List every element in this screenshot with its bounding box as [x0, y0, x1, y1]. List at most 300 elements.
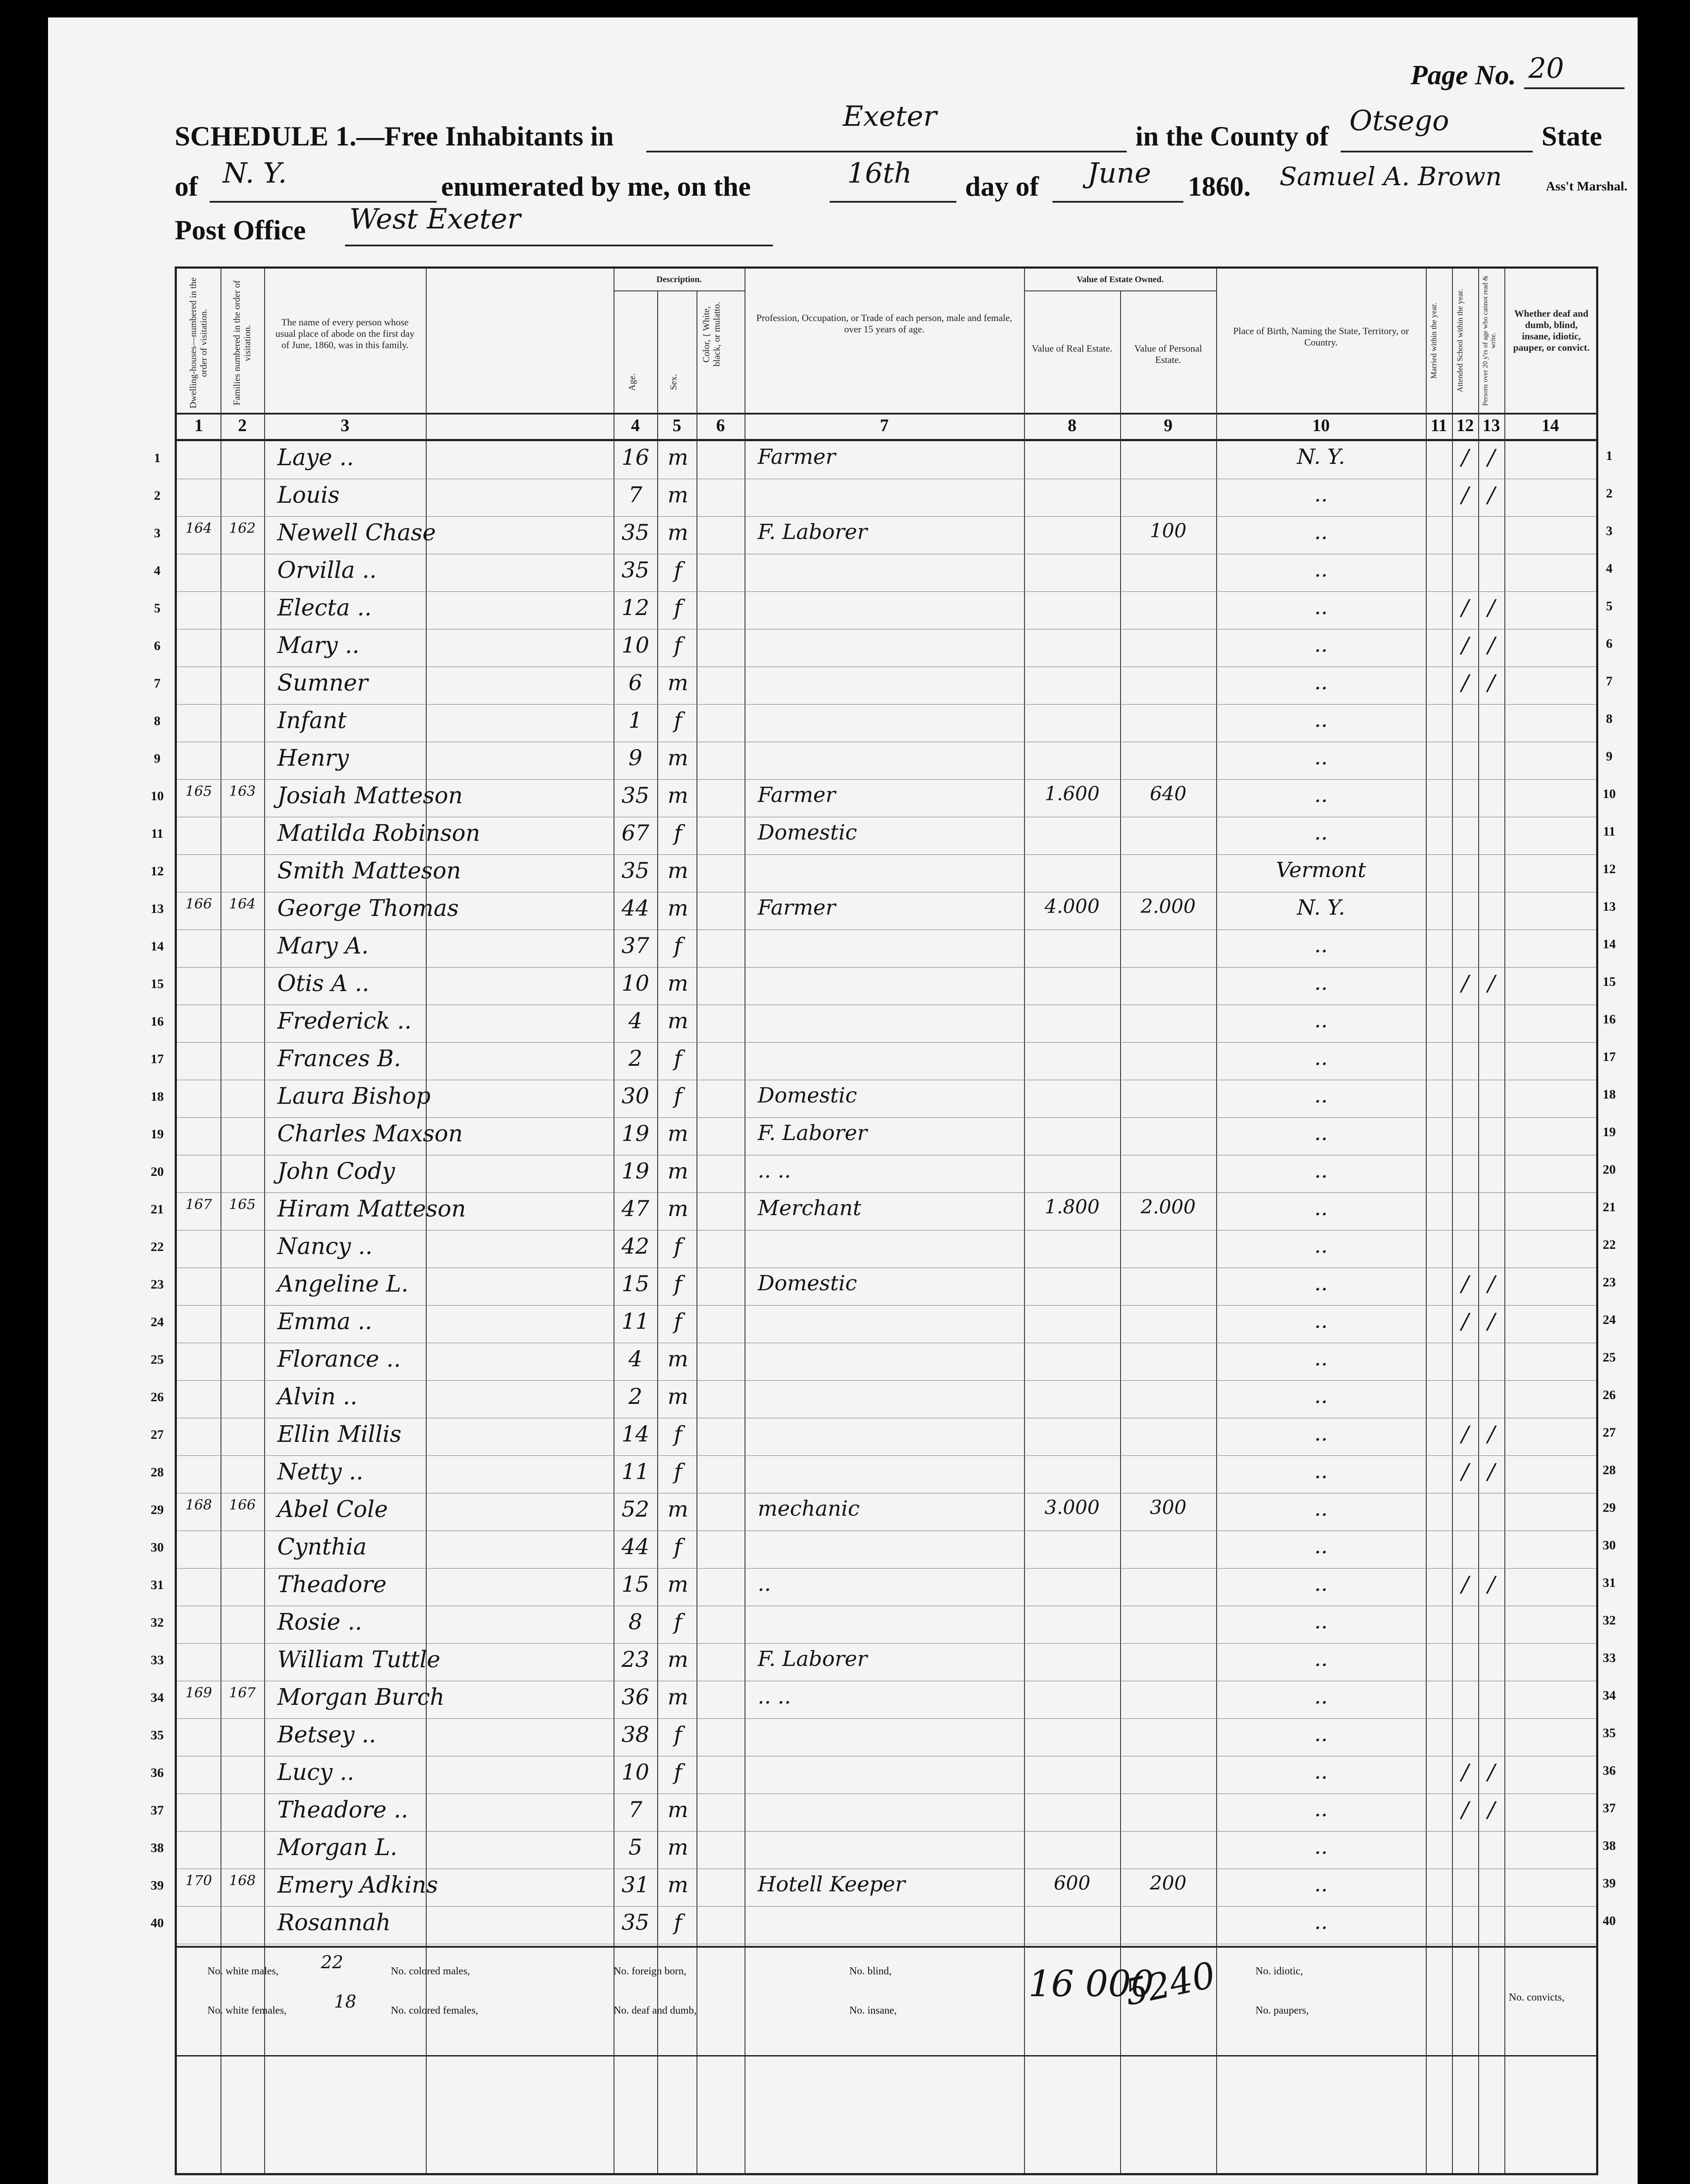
row-number-left: 20: [151, 1165, 164, 1179]
cell-fam: 164: [229, 895, 256, 912]
cell-name: Nancy ..: [277, 1234, 373, 1260]
cell-sex: f: [674, 1759, 682, 1785]
row-number-right: 4: [1606, 561, 1613, 576]
cell-age: 37: [621, 933, 649, 958]
cell-birth: Vermont: [1276, 858, 1366, 882]
cell-sex: f: [674, 1271, 682, 1296]
cell-pers: 200: [1150, 1872, 1186, 1894]
row-number-right: 10: [1603, 787, 1616, 801]
cell-birth: ..: [1314, 1835, 1328, 1859]
insane-label: No. insane,: [849, 2005, 897, 2016]
colnum-10: 10: [1312, 415, 1330, 435]
cell-age: 7: [628, 482, 642, 508]
cell-birth: ..: [1314, 595, 1328, 619]
cell-age: 30: [621, 1083, 649, 1109]
cell-fam: 162: [229, 520, 256, 536]
colnum-1: 1: [194, 415, 203, 435]
page-label: Page No.: [1411, 59, 1516, 90]
row-number-right: 9: [1606, 749, 1613, 764]
row-rule: [177, 1192, 1596, 1193]
cell-birth: N. Y.: [1297, 445, 1345, 469]
cell-sex: m: [667, 670, 689, 695]
cell-pers: 100: [1150, 520, 1186, 542]
state-label: State: [1542, 121, 1602, 152]
cell-occ: F. Laborer: [758, 520, 867, 544]
cell-age: 67: [621, 820, 649, 846]
cell-birth: ..: [1314, 557, 1328, 582]
row-number-left: 34: [151, 1690, 164, 1705]
row-rule: [177, 1305, 1596, 1306]
row-number-left: 5: [154, 601, 161, 615]
cell-age: 35: [621, 1910, 649, 1935]
colnum-6: 6: [716, 415, 725, 435]
row-rule: [177, 1831, 1596, 1832]
cell-name: John Cody: [277, 1158, 395, 1185]
row-number-left: 39: [151, 1878, 164, 1893]
cell-sex: m: [667, 1121, 689, 1146]
row-number-right: 14: [1603, 937, 1616, 951]
county-value: Otsego: [1349, 105, 1449, 137]
row-rule: [177, 854, 1596, 855]
cell-birth: ..: [1314, 1196, 1328, 1220]
cell-name: Lucy ..: [277, 1759, 355, 1786]
cell-fam: 165: [229, 1196, 256, 1213]
town-value: Exeter: [843, 100, 937, 133]
cell-c13: /: [1487, 1572, 1495, 1597]
colnum-12: 12: [1456, 415, 1474, 435]
row-rule: [177, 1042, 1596, 1043]
row-rule: [177, 516, 1596, 517]
cell-school: /: [1461, 971, 1469, 996]
cell-name: Josiah Matteson: [277, 783, 463, 809]
cell-age: 12: [621, 595, 649, 620]
cell-sex: m: [667, 520, 689, 545]
cell-sex: m: [667, 1872, 689, 1897]
cell-dw: 169: [185, 1684, 212, 1701]
cell-age: 47: [621, 1196, 649, 1221]
cell-sex: f: [674, 1609, 682, 1635]
cell-name: Mary A.: [277, 933, 369, 959]
cell-pers: 2.000: [1141, 1196, 1196, 1218]
cell-real: 1.800: [1045, 1196, 1100, 1218]
cell-name: Otis A ..: [277, 971, 369, 997]
cell-occ: .. ..: [758, 1684, 791, 1709]
header-occupation: Profession, Occupation, or Trade of each person, male and female, over 15 years of age.: [756, 312, 1012, 335]
cell-name: Morgan Burch: [277, 1684, 445, 1711]
row-number-left: 2: [154, 488, 161, 503]
cell-age: 16: [621, 445, 649, 470]
cell-sex: m: [667, 1647, 689, 1672]
colnum-3: 3: [341, 415, 349, 435]
cell-age: 35: [621, 783, 649, 808]
header-family: Families numbered in the order of visitation.: [231, 280, 252, 406]
cell-age: 10: [621, 632, 649, 658]
cell-sex: f: [674, 1083, 682, 1109]
of-label: of: [175, 171, 198, 202]
white-males-value: 22: [321, 1952, 343, 1973]
colored-males-label: No. colored males,: [391, 1966, 470, 1977]
cell-real: 1.600: [1045, 783, 1100, 805]
cell-name: Laye ..: [277, 445, 354, 471]
cell-age: 44: [621, 895, 649, 921]
row-number-right: 7: [1606, 674, 1613, 688]
row-number-left: 21: [151, 1202, 164, 1216]
cell-age: 11: [621, 1459, 649, 1484]
row-number-right: 15: [1603, 975, 1616, 989]
cell-age: 2: [628, 1046, 642, 1071]
cell-age: 44: [621, 1534, 649, 1559]
cell-name: Angeline L.: [277, 1271, 409, 1297]
row-number-right: 3: [1606, 524, 1613, 538]
census-rows: [151, 441, 1596, 1944]
cell-name: Mary ..: [277, 632, 360, 659]
row-rule: [177, 967, 1596, 968]
real-estate-total: 16 000: [1028, 1963, 1154, 2005]
census-sheet: [48, 17, 1638, 2184]
row-number-left: 15: [151, 977, 164, 991]
row-number-right: 25: [1603, 1350, 1616, 1365]
cell-c13: /: [1487, 445, 1495, 470]
cell-age: 36: [621, 1684, 649, 1710]
deaf-dumb-label: No. deaf and dumb,: [614, 2005, 697, 2016]
cell-age: 8: [628, 1609, 642, 1635]
cell-fam: 166: [229, 1496, 256, 1513]
row-number-right: 17: [1603, 1050, 1616, 1064]
cell-age: 38: [621, 1722, 649, 1747]
header-illiterate: Persons over 20 y'rs of age who cannot read & write.: [1482, 275, 1497, 406]
cell-birth: ..: [1314, 1797, 1328, 1821]
header-age: Age.: [627, 373, 637, 391]
row-number-right: 22: [1603, 1237, 1616, 1252]
cell-occ: ..: [758, 1572, 771, 1596]
row-number-right: 27: [1603, 1425, 1616, 1440]
row-number-left: 11: [151, 826, 164, 841]
cell-dw: 170: [185, 1872, 212, 1889]
cell-birth: ..: [1314, 1046, 1328, 1070]
header-color: Color, { White, black, or mulatto.: [701, 301, 722, 367]
row-number-left: 32: [151, 1615, 164, 1630]
cell-sex: m: [667, 783, 689, 808]
cell-sex: f: [674, 820, 682, 846]
row-rule: [177, 1906, 1596, 1907]
cell-sex: f: [674, 933, 682, 958]
cell-sex: m: [667, 745, 689, 771]
white-females-label: No. white females,: [207, 2005, 287, 2016]
cell-school: /: [1461, 1797, 1469, 1822]
cell-real: 600: [1054, 1872, 1090, 1894]
cell-school: /: [1461, 1421, 1469, 1447]
cell-name: Frederick ..: [277, 1008, 412, 1034]
cell-age: 4: [628, 1008, 642, 1033]
cell-pers: 300: [1150, 1496, 1186, 1519]
row-number-left: 16: [151, 1014, 164, 1029]
cell-birth: ..: [1314, 1872, 1328, 1897]
census-table: [151, 266, 1598, 2175]
header-condition: Whether deaf and dumb, blind, insane, idiotic, pauper, or convict.: [1513, 308, 1590, 353]
cell-name: Henry: [277, 745, 349, 771]
row-number-right: 1: [1606, 449, 1613, 463]
row-number-left: 6: [154, 639, 161, 653]
cell-c13: /: [1487, 632, 1495, 658]
cell-sex: f: [674, 632, 682, 658]
cell-birth: ..: [1314, 1421, 1328, 1446]
row-number-left: 24: [151, 1315, 164, 1329]
row-number-left: 40: [151, 1916, 164, 1930]
header-birthplace: Place of Birth, Naming the State, Territory, or Country.: [1233, 325, 1409, 348]
row-rule: [177, 1455, 1596, 1456]
cell-name: Charles Maxson: [277, 1121, 463, 1147]
row-number-left: 27: [151, 1427, 164, 1442]
cell-age: 1: [628, 708, 642, 733]
state-value: N. Y.: [223, 157, 287, 190]
cell-name: Electa ..: [277, 595, 372, 621]
cell-birth: ..: [1314, 1384, 1328, 1408]
colnum-11: 11: [1431, 415, 1447, 435]
cell-age: 52: [621, 1496, 649, 1522]
cell-sex: f: [674, 557, 682, 583]
post-office-label: Post Office: [175, 214, 306, 245]
cell-name: Betsey ..: [277, 1722, 376, 1748]
cell-sex: m: [667, 1384, 689, 1409]
cell-name: Rosie ..: [277, 1609, 362, 1635]
cell-birth: ..: [1314, 1158, 1328, 1183]
cell-c13: /: [1487, 971, 1495, 996]
row-number-right: 2: [1606, 486, 1613, 501]
row-number-left: 35: [151, 1728, 164, 1742]
cell-age: 6: [628, 670, 642, 695]
cell-sex: f: [674, 1234, 682, 1259]
cell-name: Smith Matteson: [277, 858, 461, 884]
cell-school: /: [1461, 1459, 1469, 1484]
row-number-left: 18: [151, 1089, 164, 1104]
row-number-left: 30: [151, 1540, 164, 1555]
day-of-label: day of: [965, 171, 1039, 202]
cell-name: George Thomas: [277, 895, 459, 922]
cell-name: Rosannah: [277, 1910, 391, 1936]
blind-label: No. blind,: [849, 1966, 892, 1977]
cell-age: 10: [621, 1759, 649, 1785]
cell-name: Sumner: [277, 670, 368, 696]
cell-sex: m: [667, 895, 689, 921]
row-number-right: 16: [1603, 1012, 1616, 1026]
cell-school: /: [1461, 1572, 1469, 1597]
cell-birth: ..: [1314, 1759, 1328, 1784]
cell-name: Alvin ..: [277, 1384, 358, 1410]
cell-sex: f: [674, 1421, 682, 1447]
row-number-right: 23: [1603, 1275, 1616, 1289]
cell-dw: 164: [185, 520, 212, 536]
cell-school: /: [1461, 1759, 1469, 1785]
colnum-7: 7: [880, 415, 889, 435]
row-number-right: 8: [1606, 712, 1613, 726]
cell-occ: Domestic: [758, 1271, 857, 1296]
cell-school: /: [1461, 632, 1469, 658]
cell-pers: 2.000: [1141, 895, 1196, 918]
row-rule: [177, 1380, 1596, 1381]
row-number-right: 33: [1603, 1651, 1616, 1665]
row-number-left: 17: [151, 1052, 164, 1066]
day-value: 16th: [847, 157, 912, 190]
cell-age: 15: [621, 1271, 649, 1296]
row-number-right: 32: [1603, 1613, 1616, 1628]
cell-birth: ..: [1314, 1910, 1328, 1934]
row-number-right: 24: [1603, 1313, 1616, 1327]
cell-occ: Farmer: [758, 895, 836, 920]
cell-birth: ..: [1314, 1684, 1328, 1709]
row-number-right: 26: [1603, 1388, 1616, 1402]
row-number-right: 35: [1603, 1726, 1616, 1740]
cell-sex: m: [667, 1346, 689, 1372]
colnum-9: 9: [1164, 415, 1173, 435]
cell-sex: m: [667, 1196, 689, 1221]
cell-birth: ..: [1314, 1271, 1328, 1296]
cell-name: Emma ..: [277, 1309, 372, 1335]
colnum-14: 14: [1542, 415, 1559, 435]
cell-age: 35: [621, 858, 649, 883]
row-number-left: 4: [154, 563, 161, 578]
cell-birth: ..: [1314, 933, 1328, 957]
cell-name: Laura Bishop: [277, 1083, 431, 1109]
month-value: June: [1087, 157, 1151, 190]
cell-age: 35: [621, 557, 649, 583]
cell-sex: m: [667, 1835, 689, 1860]
cell-age: 2: [628, 1384, 642, 1409]
cell-name: Theadore: [277, 1572, 387, 1598]
cell-birth: ..: [1314, 1496, 1328, 1521]
row-number-left: 28: [151, 1465, 164, 1479]
cell-school: /: [1461, 1309, 1469, 1334]
year-label: 1860.: [1188, 171, 1251, 202]
cell-occ: mechanic: [758, 1496, 860, 1521]
cell-occ: Merchant: [758, 1196, 862, 1220]
cell-sex: f: [674, 1722, 682, 1747]
foreign-born-label: No. foreign born,: [614, 1966, 686, 1977]
cell-school: /: [1461, 670, 1469, 695]
cell-age: 14: [621, 1421, 649, 1447]
cell-c13: /: [1487, 482, 1495, 508]
row-number-left: 26: [151, 1390, 164, 1404]
row-number-left: 19: [151, 1127, 164, 1141]
cell-name: Emery Adkins: [277, 1872, 438, 1898]
cell-birth: ..: [1314, 632, 1328, 657]
cell-fam: 167: [229, 1684, 256, 1701]
cell-birth: ..: [1314, 783, 1328, 807]
cell-age: 10: [621, 971, 649, 996]
row-number-left: 7: [154, 676, 161, 691]
header-personal-estate: Value of Personal Estate.: [1134, 343, 1202, 365]
post-office-value: West Exeter: [349, 203, 521, 235]
colnum-8: 8: [1068, 415, 1076, 435]
cell-age: 23: [621, 1647, 649, 1672]
cell-real: 4.000: [1045, 895, 1100, 918]
row-number-left: 31: [151, 1578, 164, 1592]
cell-school: /: [1461, 445, 1469, 470]
cell-occ: Domestic: [758, 820, 857, 845]
header-school: Attended School within the year.: [1455, 289, 1464, 393]
cell-age: 9: [628, 745, 642, 771]
cell-age: 11: [621, 1309, 649, 1334]
cell-birth: N. Y.: [1297, 895, 1345, 920]
row-rule: [177, 779, 1596, 780]
row-number-left: 13: [151, 902, 164, 916]
row-number-right: 21: [1603, 1200, 1616, 1214]
white-females-value: 18: [334, 1992, 356, 2012]
row-number-left: 9: [154, 751, 161, 766]
schedule-label: SCHEDULE 1.—Free Inhabitants in: [175, 121, 614, 152]
cell-birth: ..: [1314, 1534, 1328, 1559]
row-number-left: 1: [154, 451, 161, 465]
row-number-left: 12: [151, 864, 164, 878]
cell-birth: ..: [1314, 1083, 1328, 1108]
cell-sex: m: [667, 445, 689, 470]
cell-age: 31: [621, 1872, 649, 1897]
cell-occ: .. ..: [758, 1158, 791, 1183]
cell-name: Louis: [277, 482, 340, 508]
header-married: Married within the year.: [1429, 303, 1438, 379]
cell-c13: /: [1487, 1797, 1495, 1822]
cell-birth: ..: [1314, 482, 1328, 507]
cell-birth: ..: [1314, 1722, 1328, 1746]
cell-occ: Farmer: [758, 445, 836, 469]
colnum-4: 4: [631, 415, 640, 435]
cell-sex: m: [667, 1572, 689, 1597]
header-dwelling: Dwelling-houses—numbered in the order of visitation.: [188, 277, 209, 408]
row-number-right: 18: [1603, 1087, 1616, 1102]
colored-females-label: No. colored females,: [391, 2005, 478, 2016]
row-number-left: 25: [151, 1352, 164, 1367]
row-number-left: 33: [151, 1653, 164, 1667]
cell-sex: m: [667, 1684, 689, 1710]
cell-fam: 168: [229, 1872, 256, 1889]
row-number-right: 28: [1603, 1463, 1616, 1477]
cell-occ: Hotell Keeper: [758, 1872, 905, 1897]
cell-real: 3.000: [1045, 1496, 1100, 1519]
row-number-right: 11: [1603, 824, 1616, 839]
cell-occ: Farmer: [758, 783, 836, 807]
cell-age: 19: [621, 1121, 649, 1146]
row-rule: [177, 1568, 1596, 1569]
right-row-numbers: [1596, 439, 1631, 1942]
cell-age: 19: [621, 1158, 649, 1184]
cell-sex: m: [667, 482, 689, 508]
cell-c13: /: [1487, 670, 1495, 695]
cell-school: /: [1461, 1271, 1469, 1296]
cell-sex: m: [667, 1158, 689, 1184]
row-number-right: 20: [1603, 1162, 1616, 1177]
row-number-right: 30: [1603, 1538, 1616, 1552]
cell-sex: m: [667, 1008, 689, 1033]
row-number-right: 39: [1603, 1876, 1616, 1890]
cell-name: Cynthia: [277, 1534, 367, 1560]
cell-name: Ellin Millis: [277, 1421, 402, 1448]
convicts-label: No. convicts,: [1509, 1992, 1565, 2003]
cell-school: /: [1461, 595, 1469, 620]
header-name: The name of every person whose usual place of abode on the first day of June, 1860, was in this family.: [275, 317, 415, 350]
cell-sex: f: [674, 708, 682, 733]
row-number-left: 8: [154, 714, 161, 728]
cell-name: Morgan L.: [277, 1835, 397, 1861]
row-number-right: 13: [1603, 899, 1616, 914]
personal-estate-total: 5240: [1121, 1954, 1219, 2014]
cell-birth: ..: [1314, 1609, 1328, 1634]
row-number-left: 29: [151, 1503, 164, 1517]
colnum-13: 13: [1483, 415, 1500, 435]
idiotic-label: No. idiotic,: [1255, 1966, 1303, 1977]
cell-age: 4: [628, 1346, 642, 1372]
cell-birth: ..: [1314, 1008, 1328, 1033]
cell-age: 35: [621, 520, 649, 545]
cell-name: Frances B.: [277, 1046, 401, 1072]
